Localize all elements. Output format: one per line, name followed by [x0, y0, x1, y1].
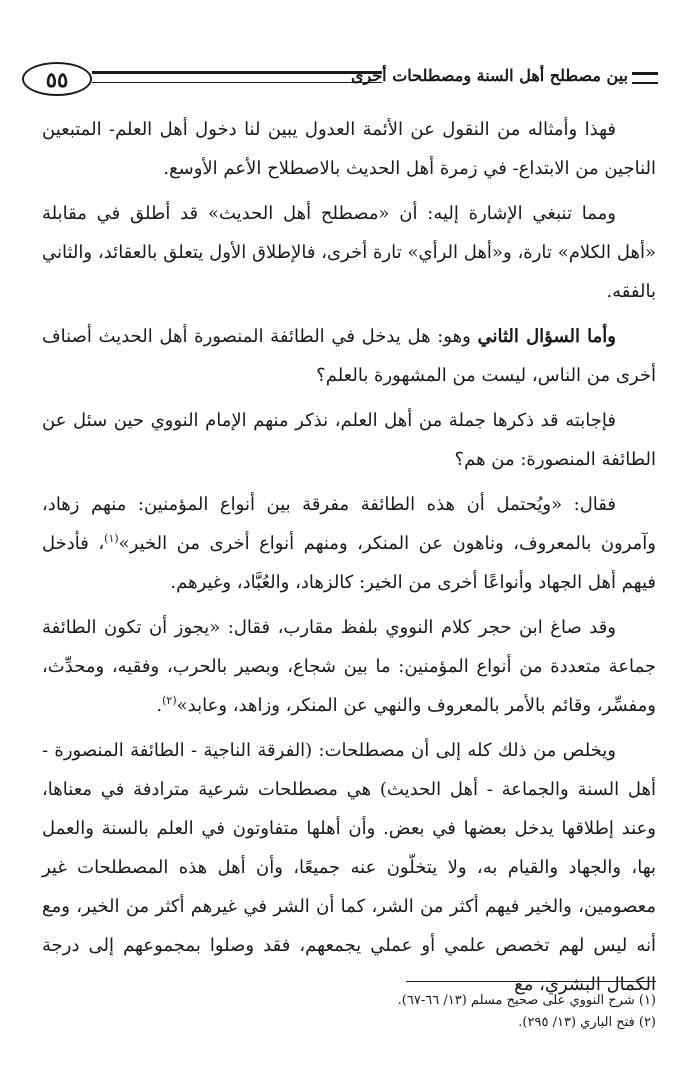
- paragraph-6: [42, 608, 656, 725]
- footnote-2: (٢) فتح الباري (١٣/ ٢٩٥).: [518, 1015, 656, 1030]
- running-header: [22, 60, 658, 100]
- paragraph-5: [42, 485, 656, 602]
- ibn-hajar-quote: وقد صاغ ابن حجر كلام النووي بلفظ مقارب، فقال: «يجوز أن تكون الطائفة جماعة متعددة من أنواع المؤمنين: ما بين شجاع، وبصير بالحرب، وفقيه، ومحدِّث، ومفسِّر، وقائم بالأمر بالمعروف والنهي عن المنكر، وزاهد، وعابد»: [42, 617, 656, 716]
- paragraph-4: فإجابته قد ذكرها جملة من أهل العلم، نذكر منهم الإمام النووي حين سئل عن الطائفة المنصورة: من هم؟: [42, 410, 656, 470]
- paragraph-6-end: .: [156, 695, 163, 716]
- paragraph-1: فهذا وأمثاله من النقول عن الأئمة العدول يبين لنا دخول أهل العلم- المتبعين الناجين من الابتداع- في زمرة أهل الحديث بالاصطلاح الأعم الأوسع.: [42, 119, 656, 179]
- header-rule-line: [92, 71, 382, 83]
- header-dash-ornament: [632, 72, 658, 84]
- footnote-ref-2[interactable]: (٢): [162, 694, 177, 707]
- paragraph-7: ويخلص من ذلك كله إلى أن مصطلحات: (الفرقة الناجية - الطائفة المنصورة - أهل السنة والجماعة - أهل الحديث) هي مصطلحات شرعية مترادفة في معناها، وعند إطلاقها يدخل بعضها في بعض. وأن أهلها متفاوتون في العلم بالسنة والعمل بها، والجهاد والقيام به، ولا يتخلّون عنه جميعًا، وأن أهل هذه المصطلحات غير معصومين، والخير فيهم أكثر من الشر، كما أن الشر في غيرهم أكثر من الخير، ومع أنه ليس لهم تخصص علمي أو عملي يجمعهم، فقد وصلوا بمجموعهم إلى درجة الكمال البشري، مع: [42, 740, 656, 995]
- paragraph-3: [42, 317, 656, 395]
- second-question-heading: وأما السؤال الثاني: [477, 326, 617, 347]
- footnote-separator: [406, 981, 656, 982]
- main-text: [42, 110, 656, 1010]
- paragraph-5-rest: ، فأدخل فيهم أهل الجهاد وأنواعًا أخرى من الخير: كالزهاد، والعُبَّاد، وغيرهم.: [42, 533, 656, 593]
- paragraph-2: ومما تنبغي الإشارة إليه: أن «مصطلح أهل الحديث» قد أطلق في مقابلة «أهل الكلام» تارة، و«أهل الرأي» تارة أخرى، فالإطلاق الأول يتعلق بالعقائد، والثاني بالفقه.: [42, 203, 656, 302]
- paragraph-3-text: وهو: هل يدخل في الطائفة المنصورة أهل الحديث أصناف أخرى من الناس، ليست من المشهورة بالعلم؟: [42, 326, 656, 386]
- footnote-1: (١) شرح النووي على صحيح مسلم (١٣/ ٦٦-٦٧).: [397, 993, 656, 1008]
- page-number-badge: ٥٥: [22, 62, 92, 96]
- footnotes: [42, 990, 656, 1034]
- footnote-ref-1[interactable]: (١): [104, 532, 119, 545]
- nawawi-quote: فقال: «ويُحتمل أن هذه الطائفة مفرقة بين أنواع المؤمنين: منهم زهاد، وآمرون بالمعروف، وناهون عن المنكر، ومنهم أنواع أخرى من الخير»: [42, 494, 656, 554]
- running-header-title: بين مصطلح أهل السنة ومصطلحات أخرى: [350, 66, 628, 85]
